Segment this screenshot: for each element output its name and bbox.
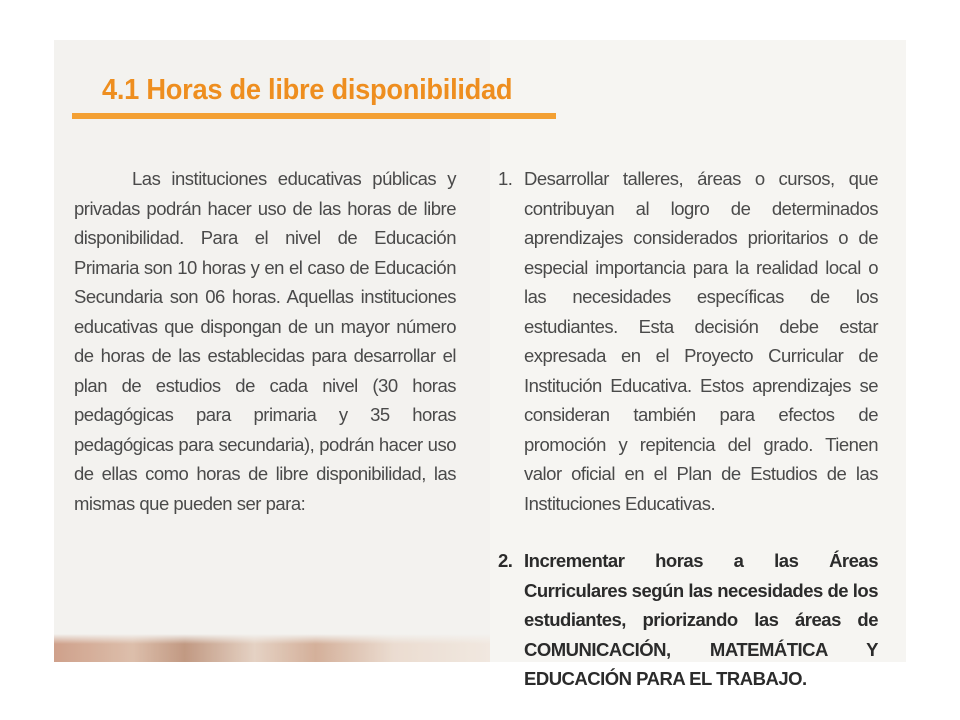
list-item-number: 1.: [498, 168, 513, 189]
intro-paragraph: Las instituciones educativas públicas y privadas podrán hacer uso de las horas de libre disponibilidad. Para el nivel de Educación Primaria son 10 horas y en el caso de Educación Secundaria son 06 horas. Aquellas instituciones educativas que dispongan de un mayor número de horas de las establecidas para desarrollar el plan de estudios de cada nivel (30 horas pedagógicas para primaria y 35 horas pedagógicas para secundaria), podrán hacer uso de ellas como horas de libre disponibilidad, las mismas que pueden ser para:: [74, 168, 456, 514]
section-title: 4.1 Horas de libre disponibilidad: [102, 74, 513, 106]
decorative-photo-strip: [54, 634, 490, 662]
list-item-text: Incrementar horas a las Áreas Curriculares según las necesidades de los estudiantes, priorizando las áreas de COMUNICACIÓN, MATEMÁTICA Y EDUCACIÓN PARA EL TRABAJO.: [524, 550, 878, 689]
options-list: [498, 164, 878, 694]
list-item: [498, 164, 878, 518]
list-item-text: Desarrollar talleres, áreas o cursos, que contribuyan al logro de determinados aprendizajes considerados prioritarios o de especial importancia para la realidad local o las necesidades específicas de los estudiantes. Esta decisión debe estar expresada en el Proyecto Curricular de Institución Educativa. Estos aprendizajes se consideran también para efectos de promoción y repitencia del grado. Tienen valor oficial en el Plan de Estudios de las Instituciones Educativas.: [524, 168, 878, 514]
list-item: [498, 546, 878, 694]
document-page: [54, 40, 906, 689]
list-item-number: 2.: [498, 550, 513, 571]
title-underline: [72, 113, 556, 119]
